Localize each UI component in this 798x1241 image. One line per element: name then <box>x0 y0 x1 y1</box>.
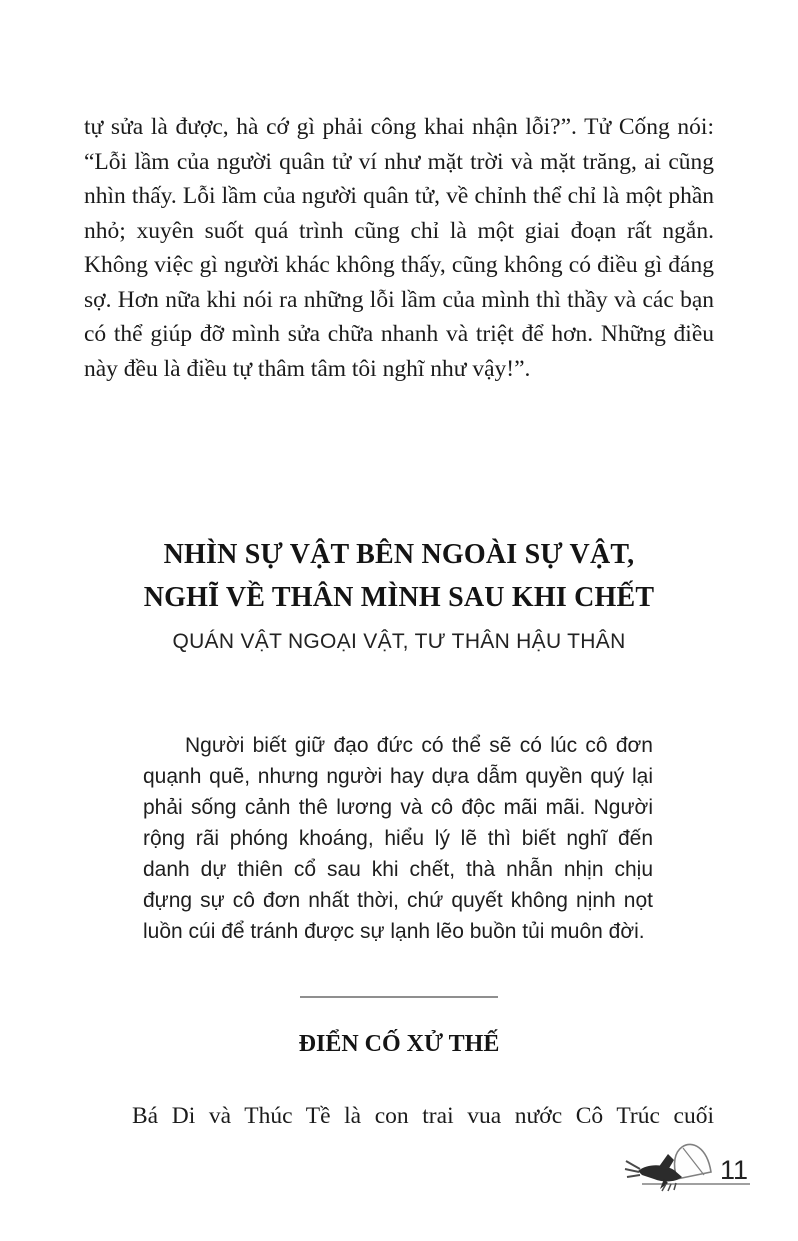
tail-hatch <box>627 1175 640 1177</box>
quote-block: Người biết giữ đạo đức có thể sẽ có lúc cô đơn quạnh quẽ, nhưng người hay dựa dẫm quyền quý lại phải sống cảnh thê lương và cô độc mãi mãi. Người rộng rãi phóng khoáng, hiểu lý lẽ thì biết nghĩ đến danh dự thiên cổ sau khi chết, thà nhẫn nhịn chịu đựng sự cô đơn nhất thời, chứ quyết không nịnh nọt luồn cúi để tránh được sự lạnh lẽo buồn tủi muôn đời. <box>143 734 653 943</box>
bird-sail-ornament-icon <box>624 1139 752 1195</box>
paragraph-start: Bá Di và Thúc Tề là con trai vua nước Cô Trúc cuối <box>132 1103 714 1129</box>
paragraph-continuation: tự sửa là được, hà cớ gì phải công khai nhận lỗi?”. Tử Cống nói: “Lỗi lầm của người quân tử ví như mặt trời và mặt trăng, ai cũng nhìn thấy. Lỗi lầm của người quân tử, về chỉnh thể chỉ là một phần nhỏ; xuyên suốt quá trình cũng chỉ là một giai đoạn rất ngắn. Không việc gì người khác không thấy, cũng không có điều gì đáng sợ. Hơn nữa khi nói ra những lỗi lầm của mình thì thầy và các bạn có thể giúp đỡ mình sửa chữa nhanh và triệt để hơn. Những điều này đều là điều tự thâm tâm tôi nghĩ như vậy!”. <box>84 114 714 382</box>
section-title-line1: NHÌN SỰ VẬT BÊN NGOÀI SỰ VẬT, <box>163 539 635 570</box>
tail-hatch <box>626 1161 640 1169</box>
tail-hatch <box>625 1169 639 1172</box>
section-title <box>84 533 714 619</box>
section-divider <box>300 996 498 998</box>
subsection-heading: ĐIỂN CỐ XỬ THẾ <box>298 1031 500 1057</box>
section-title-line2: NGHĨ VỀ THÂN MÌNH SAU KHI CHẾT <box>143 582 655 613</box>
foot-hatch <box>668 1184 671 1191</box>
page-footer <box>624 1139 752 1195</box>
sail-shape <box>675 1144 711 1179</box>
section-subtitle: QUÁN VẬT NGOẠI VẬT, TƯ THÂN HẬU THÂN <box>172 630 626 653</box>
bird-wing <box>658 1154 674 1170</box>
page-number: 11 <box>720 1155 749 1185</box>
